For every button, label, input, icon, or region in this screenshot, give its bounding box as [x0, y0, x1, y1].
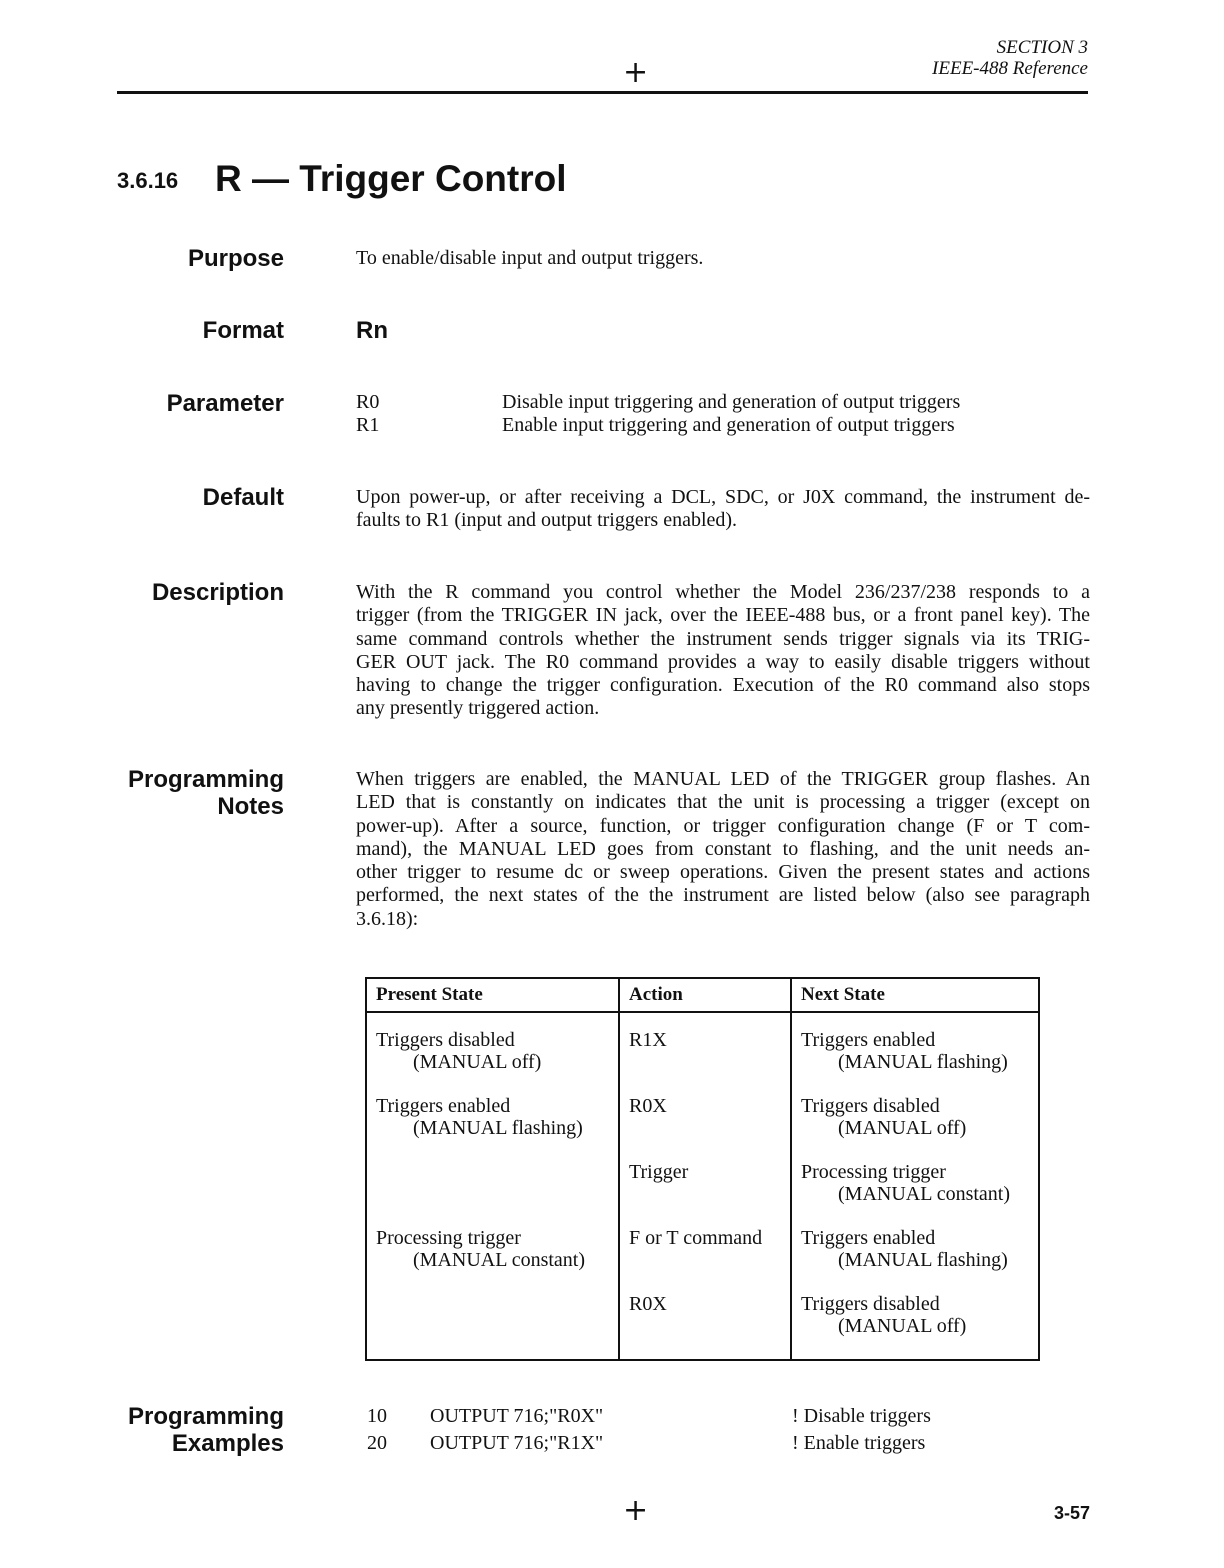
table-row — [366, 1293, 1039, 1360]
next-state-cell: Processing trigger (MANUAL constant) — [791, 1161, 1039, 1227]
table-row — [366, 1095, 1039, 1161]
programming-examples-label: Programming Examples — [127, 1403, 284, 1457]
present-state-cell: Processing trigger (MANUAL constant) — [366, 1227, 619, 1293]
purpose-label: Purpose — [187, 245, 284, 272]
text-line: With the R command you control whether the Model 236/237/238 responds to a — [356, 581, 1090, 603]
text-line: same command controls whether the instrument sends trigger signals via its TRIG- — [356, 627, 1090, 650]
table-row — [366, 1227, 1039, 1293]
present-state-cell — [366, 1161, 619, 1227]
column-header-present-state: Present State — [366, 978, 619, 1012]
action-cell: R0X — [619, 1293, 791, 1360]
trigger-state-table — [365, 977, 1040, 1361]
header-section: SECTION 3 — [996, 37, 1088, 58]
default-text — [356, 486, 1090, 533]
page-title: R — Trigger Control — [215, 158, 567, 199]
text-line: LED that is constantly on indicates that the unit is processing a trigger (except on — [356, 791, 1090, 814]
example-code: OUTPUT 716;"R1X" — [430, 1432, 604, 1454]
programming-notes-label: Programming Notes — [127, 766, 284, 820]
text-line: GER OUT jack. The R0 command provides a way to easily disable triggers without — [356, 650, 1090, 673]
header-rule — [117, 91, 1088, 94]
example-line-number: 10 — [367, 1405, 387, 1427]
text-line: performed, the next states of the the instrument are listed below (also see paragraph — [356, 884, 1090, 907]
programming-notes-text — [356, 768, 1090, 931]
present-state-cell — [366, 1293, 619, 1360]
description-label: Description — [151, 579, 284, 606]
default-label: Default — [202, 484, 284, 511]
parameter-code-r1: R1 — [356, 414, 380, 436]
present-state-cell: Triggers enabled (MANUAL flashing) — [366, 1095, 619, 1161]
column-header-action: Action — [619, 978, 791, 1012]
format-text: Rn — [356, 317, 388, 344]
text-line: other trigger to resume dc or sweep operations. Given the present states and actions — [356, 861, 1090, 884]
example-code: OUTPUT 716;"R0X" — [430, 1405, 604, 1427]
text-line: trigger (from the TRIGGER IN jack, over the IEEE-488 bus, or a front panel key). The — [356, 604, 1090, 627]
parameter-desc-r1: Enable input triggering and generation of output triggers — [502, 414, 955, 436]
next-state-cell: Triggers enabled (MANUAL flashing) — [791, 1227, 1039, 1293]
text-line: having to change the trigger configuration. Execution of the R0 command also stops — [356, 674, 1090, 697]
next-state-cell: Triggers disabled (MANUAL off) — [791, 1293, 1039, 1360]
text-line: power-up). After a source, function, or trigger configuration change (F or T com- — [356, 814, 1090, 837]
text-line: Upon power-up, or after receiving a DCL, SDC, or J0X command, the instrument de- — [356, 486, 1090, 508]
format-label: Format — [202, 317, 284, 344]
next-state-cell: Triggers enabled (MANUAL flashing) — [791, 1012, 1039, 1095]
section-number: 3.6.16 — [117, 168, 179, 193]
purpose-text: To enable/disable input and output triggers. — [356, 247, 704, 269]
text-line: mand), the MANUAL LED goes from constant to flashing, and the unit needs an- — [356, 837, 1090, 860]
example-line-number: 20 — [367, 1432, 387, 1454]
column-header-next-state: Next State — [791, 978, 1039, 1012]
table-row — [366, 1012, 1039, 1095]
action-cell: R0X — [619, 1095, 791, 1161]
text-line: any presently triggered action. — [356, 697, 600, 720]
next-state-cell: Triggers disabled (MANUAL off) — [791, 1095, 1039, 1161]
action-cell: F or T command — [619, 1227, 791, 1293]
table-row — [366, 1161, 1039, 1227]
registration-mark-icon: + — [623, 55, 649, 90]
text-line: faults to R1 (input and output triggers enabled). — [356, 509, 738, 532]
description-text — [356, 581, 1090, 721]
action-cell: R1X — [619, 1012, 791, 1095]
parameter-label: Parameter — [166, 390, 284, 417]
registration-mark-icon: + — [623, 1493, 649, 1528]
action-cell: Trigger — [619, 1161, 791, 1227]
text-line: When triggers are enabled, the MANUAL LED of the TRIGGER group flashes. An — [356, 768, 1090, 790]
example-comment: ! Enable triggers — [792, 1432, 926, 1454]
header-subtitle: IEEE-488 Reference — [932, 58, 1088, 79]
example-comment: ! Disable triggers — [792, 1405, 931, 1427]
present-state-cell: Triggers disabled (MANUAL off) — [366, 1012, 619, 1095]
text-line: 3.6.18): — [356, 907, 419, 930]
parameter-code-r0: R0 — [356, 391, 380, 413]
parameter-desc-r0: Disable input triggering and generation of output triggers — [502, 391, 961, 413]
page-number: 3-57 — [1053, 1503, 1090, 1523]
